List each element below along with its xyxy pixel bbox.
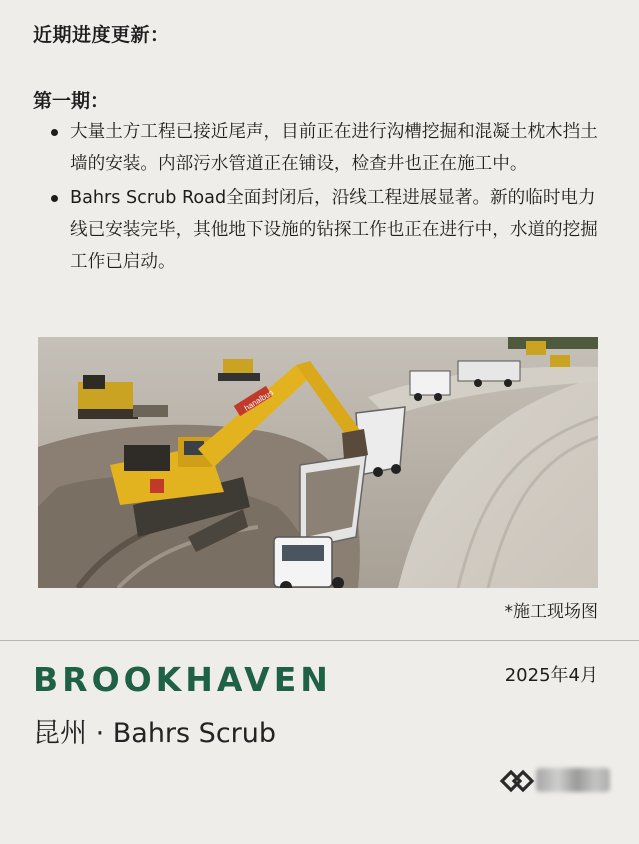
- progress-list: [48, 116, 608, 280]
- list-item: 大量土方工程已接近尾声，目前正在进行沟槽挖掘和混凝土枕木挡土墙的安装。内部污水管道正在铺设，检查井也正在施工中。: [48, 116, 608, 180]
- list-item: Bahrs Scrub Road全面封闭后，沿线工程进展显著。新的临时电力线已安装完毕，其他地下设施的钻探工作也正在进行中，水道的挖掘工作已启动。: [48, 182, 608, 278]
- page-heading: 近期进度更新：: [33, 24, 170, 46]
- excavator-brand-label: hanalbus: [242, 387, 275, 413]
- brand-logo: BROOKHAVEN: [33, 660, 332, 699]
- phase-title: 第一期：: [33, 90, 110, 112]
- divider: [0, 640, 639, 641]
- blurred-watermark: [536, 768, 610, 792]
- construction-site-photo: [38, 337, 598, 588]
- publish-date: 2025年4月: [504, 665, 598, 686]
- project-location: 昆州 · Bahrs Scrub: [33, 718, 277, 749]
- photo-caption: *施工现场图: [504, 602, 598, 622]
